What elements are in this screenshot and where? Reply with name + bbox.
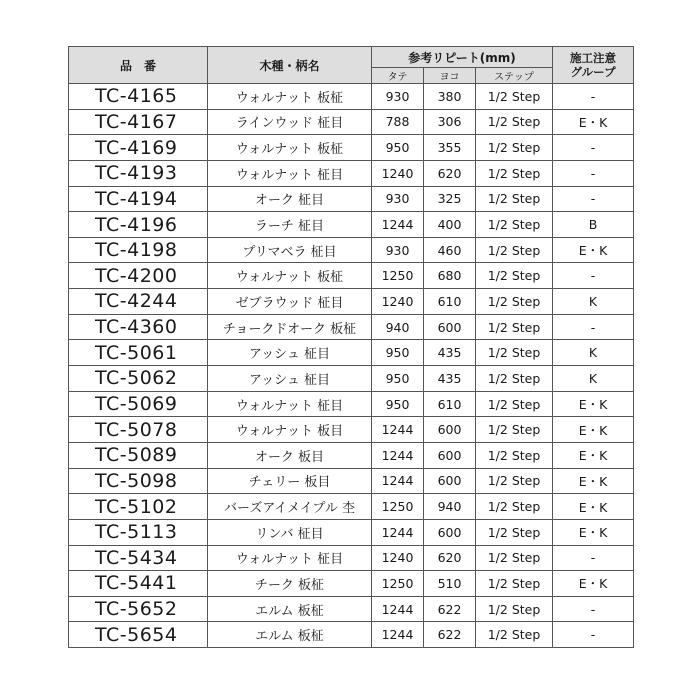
repeat-yoko-cell: 400 bbox=[424, 212, 476, 238]
wood-pattern-cell: チョークドオーク 板柾 bbox=[208, 314, 372, 340]
table-row bbox=[69, 442, 634, 468]
repeat-yoko-cell: 600 bbox=[424, 519, 476, 545]
wood-pattern-cell: ウォルナット 板目 bbox=[208, 417, 372, 443]
table-row bbox=[69, 237, 634, 263]
product-code-cell: TC-4194 bbox=[69, 186, 208, 212]
repeat-tate-cell: 1250 bbox=[372, 494, 424, 520]
wood-pattern-cell: ウォルナット 板柾 bbox=[208, 263, 372, 289]
table-row bbox=[69, 340, 634, 366]
caution-group-cell: E・K bbox=[553, 109, 634, 135]
repeat-yoko-cell: 380 bbox=[424, 84, 476, 110]
table-row bbox=[69, 212, 634, 238]
repeat-step-cell: 1/2 Step bbox=[476, 186, 553, 212]
repeat-step-cell: 1/2 Step bbox=[476, 109, 553, 135]
repeat-tate-cell: 1250 bbox=[372, 263, 424, 289]
product-code-cell: TC-5098 bbox=[69, 468, 208, 494]
wood-pattern-cell: ウォルナット 柾目 bbox=[208, 160, 372, 186]
repeat-tate-cell: 930 bbox=[372, 237, 424, 263]
repeat-step-cell: 1/2 Step bbox=[476, 84, 553, 110]
header-group-line1: 施工注意 bbox=[570, 51, 617, 65]
caution-group-cell: - bbox=[553, 596, 634, 622]
wood-pattern-cell: エルム 板柾 bbox=[208, 596, 372, 622]
product-code-cell: TC-4200 bbox=[69, 263, 208, 289]
repeat-yoko-cell: 610 bbox=[424, 391, 476, 417]
wood-pattern-cell: ラインウッド 柾目 bbox=[208, 109, 372, 135]
repeat-yoko-cell: 600 bbox=[424, 468, 476, 494]
product-code-cell: TC-5441 bbox=[69, 571, 208, 597]
repeat-tate-cell: 1244 bbox=[372, 442, 424, 468]
caution-group-cell: E・K bbox=[553, 391, 634, 417]
caution-group-cell: E・K bbox=[553, 442, 634, 468]
wood-pattern-cell: ウォルナット 柾目 bbox=[208, 391, 372, 417]
product-code-cell: TC-4167 bbox=[69, 109, 208, 135]
table-body bbox=[69, 84, 634, 648]
repeat-tate-cell: 1240 bbox=[372, 160, 424, 186]
repeat-tate-cell: 950 bbox=[372, 391, 424, 417]
repeat-yoko-cell: 622 bbox=[424, 596, 476, 622]
repeat-step-cell: 1/2 Step bbox=[476, 289, 553, 315]
product-code-cell: TC-5069 bbox=[69, 391, 208, 417]
table-row bbox=[69, 494, 634, 520]
caution-group-cell: B bbox=[553, 212, 634, 238]
wood-pattern-cell: チーク 板柾 bbox=[208, 571, 372, 597]
table-row bbox=[69, 314, 634, 340]
product-code-cell: TC-4196 bbox=[69, 212, 208, 238]
table-row bbox=[69, 596, 634, 622]
product-code-cell: TC-5434 bbox=[69, 545, 208, 571]
repeat-yoko-cell: 460 bbox=[424, 237, 476, 263]
product-table bbox=[68, 46, 634, 648]
repeat-yoko-cell: 355 bbox=[424, 135, 476, 161]
repeat-yoko-cell: 435 bbox=[424, 366, 476, 392]
caution-group-cell: - bbox=[553, 84, 634, 110]
repeat-step-cell: 1/2 Step bbox=[476, 468, 553, 494]
repeat-yoko-cell: 600 bbox=[424, 442, 476, 468]
product-code-cell: TC-4193 bbox=[69, 160, 208, 186]
repeat-step-cell: 1/2 Step bbox=[476, 237, 553, 263]
repeat-step-cell: 1/2 Step bbox=[476, 417, 553, 443]
table-row bbox=[69, 135, 634, 161]
caution-group-cell: K bbox=[553, 289, 634, 315]
repeat-tate-cell: 950 bbox=[372, 340, 424, 366]
product-code-cell: TC-4360 bbox=[69, 314, 208, 340]
caution-group-cell: E・K bbox=[553, 519, 634, 545]
repeat-tate-cell: 1240 bbox=[372, 545, 424, 571]
repeat-yoko-cell: 600 bbox=[424, 417, 476, 443]
repeat-yoko-cell: 325 bbox=[424, 186, 476, 212]
table-row bbox=[69, 289, 634, 315]
repeat-tate-cell: 788 bbox=[372, 109, 424, 135]
caution-group-cell: E・K bbox=[553, 494, 634, 520]
product-code-cell: TC-5089 bbox=[69, 442, 208, 468]
repeat-tate-cell: 1244 bbox=[372, 596, 424, 622]
repeat-tate-cell: 930 bbox=[372, 186, 424, 212]
wood-pattern-cell: リンバ 柾目 bbox=[208, 519, 372, 545]
wood-pattern-cell: ウォルナット 板柾 bbox=[208, 135, 372, 161]
repeat-tate-cell: 1244 bbox=[372, 519, 424, 545]
table-row bbox=[69, 571, 634, 597]
repeat-yoko-cell: 620 bbox=[424, 160, 476, 186]
repeat-tate-cell: 1244 bbox=[372, 622, 424, 648]
wood-pattern-cell: バーズアイメイプル 杢 bbox=[208, 494, 372, 520]
repeat-step-cell: 1/2 Step bbox=[476, 622, 553, 648]
product-code-cell: TC-4165 bbox=[69, 84, 208, 110]
repeat-tate-cell: 1250 bbox=[372, 571, 424, 597]
repeat-step-cell: 1/2 Step bbox=[476, 366, 553, 392]
wood-pattern-cell: チェリー 板目 bbox=[208, 468, 372, 494]
repeat-step-cell: 1/2 Step bbox=[476, 571, 553, 597]
repeat-step-cell: 1/2 Step bbox=[476, 314, 553, 340]
header-group bbox=[553, 47, 634, 84]
product-code-cell: TC-5061 bbox=[69, 340, 208, 366]
product-code-cell: TC-4198 bbox=[69, 237, 208, 263]
caution-group-cell: - bbox=[553, 622, 634, 648]
product-code-cell: TC-5102 bbox=[69, 494, 208, 520]
table-row bbox=[69, 186, 634, 212]
wood-pattern-cell: アッシュ 柾目 bbox=[208, 366, 372, 392]
table-row bbox=[69, 366, 634, 392]
header-yoko: ヨコ bbox=[424, 68, 476, 84]
caution-group-cell: K bbox=[553, 340, 634, 366]
caution-group-cell: E・K bbox=[553, 237, 634, 263]
repeat-step-cell: 1/2 Step bbox=[476, 391, 553, 417]
repeat-yoko-cell: 940 bbox=[424, 494, 476, 520]
repeat-step-cell: 1/2 Step bbox=[476, 263, 553, 289]
repeat-tate-cell: 1244 bbox=[372, 212, 424, 238]
caution-group-cell: - bbox=[553, 545, 634, 571]
caution-group-cell: - bbox=[553, 186, 634, 212]
header-repeat: 参考リピート(mm) bbox=[372, 47, 553, 68]
table-row bbox=[69, 84, 634, 110]
repeat-step-cell: 1/2 Step bbox=[476, 340, 553, 366]
wood-pattern-cell: ラーチ 柾目 bbox=[208, 212, 372, 238]
repeat-tate-cell: 930 bbox=[372, 84, 424, 110]
product-code-cell: TC-5652 bbox=[69, 596, 208, 622]
repeat-step-cell: 1/2 Step bbox=[476, 212, 553, 238]
header-tate: タテ bbox=[372, 68, 424, 84]
repeat-yoko-cell: 510 bbox=[424, 571, 476, 597]
header-wood: 木種・柄名 bbox=[208, 47, 372, 84]
product-code-cell: TC-4169 bbox=[69, 135, 208, 161]
table-row bbox=[69, 391, 634, 417]
repeat-yoko-cell: 435 bbox=[424, 340, 476, 366]
repeat-yoko-cell: 680 bbox=[424, 263, 476, 289]
caution-group-cell: - bbox=[553, 314, 634, 340]
header-code: 品 番 bbox=[69, 47, 208, 84]
repeat-step-cell: 1/2 Step bbox=[476, 494, 553, 520]
header-step: ステップ bbox=[476, 68, 553, 84]
table-row bbox=[69, 109, 634, 135]
wood-pattern-cell: エルム 板柾 bbox=[208, 622, 372, 648]
wood-pattern-cell: オーク 柾目 bbox=[208, 186, 372, 212]
repeat-step-cell: 1/2 Step bbox=[476, 545, 553, 571]
product-code-cell: TC-4244 bbox=[69, 289, 208, 315]
caution-group-cell: E・K bbox=[553, 571, 634, 597]
repeat-tate-cell: 950 bbox=[372, 366, 424, 392]
table-row bbox=[69, 622, 634, 648]
caution-group-cell: E・K bbox=[553, 468, 634, 494]
wood-pattern-cell: ウォルナット 柾目 bbox=[208, 545, 372, 571]
wood-pattern-cell: アッシュ 柾目 bbox=[208, 340, 372, 366]
repeat-yoko-cell: 306 bbox=[424, 109, 476, 135]
repeat-yoko-cell: 622 bbox=[424, 622, 476, 648]
repeat-yoko-cell: 620 bbox=[424, 545, 476, 571]
repeat-step-cell: 1/2 Step bbox=[476, 442, 553, 468]
caution-group-cell: - bbox=[553, 263, 634, 289]
caution-group-cell: K bbox=[553, 366, 634, 392]
product-code-cell: TC-5078 bbox=[69, 417, 208, 443]
wood-pattern-cell: オーク 板目 bbox=[208, 442, 372, 468]
repeat-tate-cell: 1244 bbox=[372, 417, 424, 443]
repeat-step-cell: 1/2 Step bbox=[476, 519, 553, 545]
repeat-step-cell: 1/2 Step bbox=[476, 135, 553, 161]
caution-group-cell: E・K bbox=[553, 417, 634, 443]
wood-pattern-cell: プリマベラ 柾目 bbox=[208, 237, 372, 263]
caution-group-cell: - bbox=[553, 135, 634, 161]
product-code-cell: TC-5654 bbox=[69, 622, 208, 648]
repeat-tate-cell: 940 bbox=[372, 314, 424, 340]
repeat-yoko-cell: 610 bbox=[424, 289, 476, 315]
repeat-tate-cell: 1244 bbox=[372, 468, 424, 494]
repeat-tate-cell: 950 bbox=[372, 135, 424, 161]
product-code-cell: TC-5113 bbox=[69, 519, 208, 545]
table-row bbox=[69, 417, 634, 443]
table-row bbox=[69, 263, 634, 289]
header-group-line2: グループ bbox=[570, 65, 616, 79]
product-code-cell: TC-5062 bbox=[69, 366, 208, 392]
caution-group-cell: - bbox=[553, 160, 634, 186]
wood-pattern-cell: ウォルナット 板柾 bbox=[208, 84, 372, 110]
table-row bbox=[69, 545, 634, 571]
table-header bbox=[69, 47, 634, 84]
repeat-step-cell: 1/2 Step bbox=[476, 160, 553, 186]
repeat-step-cell: 1/2 Step bbox=[476, 596, 553, 622]
repeat-tate-cell: 1240 bbox=[372, 289, 424, 315]
repeat-yoko-cell: 600 bbox=[424, 314, 476, 340]
wood-pattern-cell: ゼブラウッド 柾目 bbox=[208, 289, 372, 315]
table-row bbox=[69, 468, 634, 494]
table-row bbox=[69, 160, 634, 186]
table-row bbox=[69, 519, 634, 545]
